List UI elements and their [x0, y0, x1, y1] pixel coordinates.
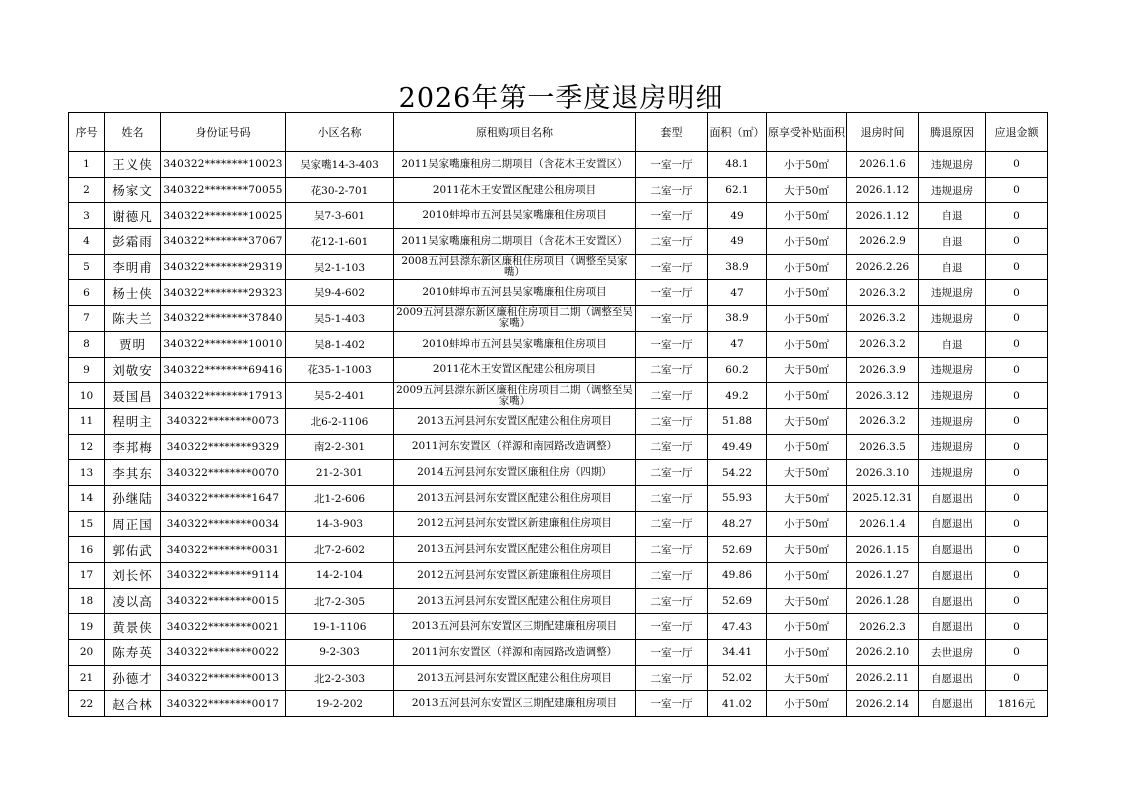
cell-project: 2011吴家嘴廉租房二期项目（含花木王安置区） — [394, 229, 636, 255]
cell-subsidy-area: 小于50㎡ — [767, 434, 847, 460]
cell-index: 21 — [69, 665, 105, 691]
cell-checkout-date: 2026.1.12 — [847, 203, 919, 229]
cell-project: 2011花木王安置区配建公租房项目 — [394, 177, 636, 203]
cell-subsidy-area: 小于50㎡ — [767, 280, 847, 306]
cell-area: 38.9 — [708, 254, 767, 280]
cell-community: 吴家嘴14-3-403 — [286, 152, 394, 178]
cell-checkout-date: 2026.1.4 — [847, 511, 919, 537]
cell-refund-amount: 1816元 — [986, 691, 1048, 717]
cell-id-number: 340322********1647 — [161, 485, 286, 511]
cell-area: 49.49 — [708, 434, 767, 460]
cell-unit-type: 一室一厅 — [636, 691, 708, 717]
cell-reason: 违规退房 — [919, 408, 986, 434]
cell-unit-type: 一室一厅 — [636, 152, 708, 178]
cell-checkout-date: 2026.3.9 — [847, 357, 919, 383]
cell-refund-amount: 0 — [986, 460, 1048, 486]
cell-subsidy-area: 大于50㎡ — [767, 357, 847, 383]
table-body — [69, 152, 1048, 717]
table-row — [69, 306, 1048, 332]
cell-area: 49.86 — [708, 563, 767, 589]
cell-id-number: 340322********17913 — [161, 383, 286, 409]
cell-refund-amount: 0 — [986, 177, 1048, 203]
cell-name: 周正国 — [105, 511, 161, 537]
cell-community: 21-2-301 — [286, 460, 394, 486]
cell-refund-amount: 0 — [986, 537, 1048, 563]
refund-table — [68, 112, 1048, 717]
cell-refund-amount: 0 — [986, 254, 1048, 280]
cell-project: 2011花木王安置区配建公租房项目 — [394, 357, 636, 383]
cell-reason: 自退 — [919, 229, 986, 255]
table-row — [69, 152, 1048, 178]
cell-area: 62.1 — [708, 177, 767, 203]
cell-subsidy-area: 小于50㎡ — [767, 306, 847, 332]
cell-refund-amount: 0 — [986, 665, 1048, 691]
cell-area: 47.43 — [708, 614, 767, 640]
cell-project: 2011河东安置区（祥源和南园路改造调整） — [394, 434, 636, 460]
cell-project: 2013五河县河东安置区配建公租住房项目 — [394, 485, 636, 511]
cell-community: 花30-2-701 — [286, 177, 394, 203]
cell-index: 4 — [69, 229, 105, 255]
cell-checkout-date: 2026.1.27 — [847, 563, 919, 589]
cell-project: 2010蚌埠市五河县吴家嘴廉租住房项目 — [394, 280, 636, 306]
cell-id-number: 340322********9114 — [161, 563, 286, 589]
header-community: 小区名称 — [286, 113, 394, 152]
cell-unit-type: 一室一厅 — [636, 203, 708, 229]
cell-name: 孙继陆 — [105, 485, 161, 511]
cell-reason: 自愿退出 — [919, 665, 986, 691]
cell-reason: 违规退房 — [919, 306, 986, 332]
cell-checkout-date: 2026.3.10 — [847, 460, 919, 486]
cell-refund-amount: 0 — [986, 306, 1048, 332]
header-name: 姓名 — [105, 113, 161, 152]
cell-project: 2013五河县河东安置区三期配建廉租房项目 — [394, 691, 636, 717]
cell-id-number: 340322********29323 — [161, 280, 286, 306]
cell-area: 47 — [708, 280, 767, 306]
cell-unit-type: 一室一厅 — [636, 614, 708, 640]
cell-index: 10 — [69, 383, 105, 409]
cell-id-number: 340322********0013 — [161, 665, 286, 691]
cell-id-number: 340322********37840 — [161, 306, 286, 332]
cell-area: 47 — [708, 331, 767, 357]
cell-reason: 自愿退出 — [919, 563, 986, 589]
cell-unit-type: 二室一厅 — [636, 485, 708, 511]
cell-id-number: 340322********0031 — [161, 537, 286, 563]
cell-unit-type: 二室一厅 — [636, 537, 708, 563]
cell-project: 2013五河县河东安置区配建公租住房项目 — [394, 588, 636, 614]
cell-project: 2010蚌埠市五河县吴家嘴廉租住房项目 — [394, 331, 636, 357]
cell-name: 陈夫兰 — [105, 306, 161, 332]
cell-subsidy-area: 大于50㎡ — [767, 460, 847, 486]
cell-unit-type: 二室一厅 — [636, 563, 708, 589]
cell-name: 李明甫 — [105, 254, 161, 280]
cell-name: 刘长怀 — [105, 563, 161, 589]
cell-area: 48.27 — [708, 511, 767, 537]
cell-area: 60.2 — [708, 357, 767, 383]
cell-refund-amount: 0 — [986, 408, 1048, 434]
cell-checkout-date: 2026.1.15 — [847, 537, 919, 563]
cell-reason: 违规退房 — [919, 280, 986, 306]
cell-community: 北2-2-303 — [286, 665, 394, 691]
cell-index: 18 — [69, 588, 105, 614]
cell-community: 14-3-903 — [286, 511, 394, 537]
cell-id-number: 340322********0021 — [161, 614, 286, 640]
cell-checkout-date: 2026.3.2 — [847, 408, 919, 434]
cell-reason: 自退 — [919, 203, 986, 229]
cell-subsidy-area: 小于50㎡ — [767, 691, 847, 717]
cell-id-number: 340322********29319 — [161, 254, 286, 280]
cell-id-number: 340322********0017 — [161, 691, 286, 717]
cell-area: 34.41 — [708, 640, 767, 666]
cell-community: 花12-1-601 — [286, 229, 394, 255]
cell-unit-type: 二室一厅 — [636, 357, 708, 383]
cell-reason: 自愿退出 — [919, 485, 986, 511]
cell-subsidy-area: 小于50㎡ — [767, 331, 847, 357]
cell-index: 1 — [69, 152, 105, 178]
cell-refund-amount: 0 — [986, 511, 1048, 537]
cell-reason: 违规退房 — [919, 177, 986, 203]
cell-name: 刘敬安 — [105, 357, 161, 383]
cell-unit-type: 一室一厅 — [636, 280, 708, 306]
table-row — [69, 331, 1048, 357]
cell-index: 3 — [69, 203, 105, 229]
cell-area: 51.88 — [708, 408, 767, 434]
cell-project: 2008五河县漴东新区廉租住房项目（调整至吴家嘴） — [394, 254, 636, 280]
cell-refund-amount: 0 — [986, 203, 1048, 229]
cell-unit-type: 二室一厅 — [636, 434, 708, 460]
cell-project: 2009五河县漴东新区廉租住房项目二期（调整至吴家嘴） — [394, 306, 636, 332]
header-unit-type: 套型 — [636, 113, 708, 152]
cell-checkout-date: 2026.3.5 — [847, 434, 919, 460]
cell-project: 2013五河县河东安置区三期配建廉租房项目 — [394, 614, 636, 640]
cell-community: 吴9-4-602 — [286, 280, 394, 306]
cell-unit-type: 二室一厅 — [636, 588, 708, 614]
cell-community: 吴7-3-601 — [286, 203, 394, 229]
cell-checkout-date: 2026.2.9 — [847, 229, 919, 255]
cell-id-number: 340322********0070 — [161, 460, 286, 486]
cell-community: 北7-2-602 — [286, 537, 394, 563]
cell-refund-amount: 0 — [986, 640, 1048, 666]
cell-community: 吴5-2-401 — [286, 383, 394, 409]
cell-name: 李其东 — [105, 460, 161, 486]
cell-name: 黄景侠 — [105, 614, 161, 640]
cell-refund-amount: 0 — [986, 152, 1048, 178]
cell-index: 8 — [69, 331, 105, 357]
cell-checkout-date: 2026.2.10 — [847, 640, 919, 666]
cell-area: 38.9 — [708, 306, 767, 332]
cell-subsidy-area: 小于50㎡ — [767, 203, 847, 229]
cell-id-number: 340322********0015 — [161, 588, 286, 614]
cell-community: 南2-2-301 — [286, 434, 394, 460]
cell-subsidy-area: 大于50㎡ — [767, 537, 847, 563]
cell-refund-amount: 0 — [986, 383, 1048, 409]
cell-subsidy-area: 大于50㎡ — [767, 408, 847, 434]
cell-index: 12 — [69, 434, 105, 460]
cell-checkout-date: 2025.12.31 — [847, 485, 919, 511]
cell-reason: 违规退房 — [919, 434, 986, 460]
cell-subsidy-area: 小于50㎡ — [767, 254, 847, 280]
cell-name: 程明主 — [105, 408, 161, 434]
cell-id-number: 340322********10010 — [161, 331, 286, 357]
table-row — [69, 640, 1048, 666]
cell-name: 杨士侠 — [105, 280, 161, 306]
cell-subsidy-area: 小于50㎡ — [767, 152, 847, 178]
cell-project: 2012五河县河东安置区新建廉租住房项目 — [394, 511, 636, 537]
cell-checkout-date: 2026.2.11 — [847, 665, 919, 691]
table-row — [69, 383, 1048, 409]
cell-id-number: 340322********9329 — [161, 434, 286, 460]
cell-refund-amount: 0 — [986, 563, 1048, 589]
table-row — [69, 357, 1048, 383]
cell-project: 2012五河县河东安置区新建廉租住房项目 — [394, 563, 636, 589]
cell-area: 52.69 — [708, 537, 767, 563]
cell-area: 49 — [708, 203, 767, 229]
cell-unit-type: 二室一厅 — [636, 460, 708, 486]
cell-name: 陈寿英 — [105, 640, 161, 666]
cell-refund-amount: 0 — [986, 280, 1048, 306]
cell-subsidy-area: 大于50㎡ — [767, 485, 847, 511]
cell-reason: 去世退房 — [919, 640, 986, 666]
cell-refund-amount: 0 — [986, 229, 1048, 255]
cell-name: 聂国昌 — [105, 383, 161, 409]
cell-reason: 自愿退出 — [919, 537, 986, 563]
cell-index: 14 — [69, 485, 105, 511]
cell-area: 48.1 — [708, 152, 767, 178]
cell-project: 2013五河县河东安置区配建公租住房项目 — [394, 665, 636, 691]
cell-name: 杨家文 — [105, 177, 161, 203]
cell-checkout-date: 2026.3.2 — [847, 306, 919, 332]
cell-id-number: 340322********37067 — [161, 229, 286, 255]
cell-unit-type: 二室一厅 — [636, 229, 708, 255]
cell-reason: 自愿退出 — [919, 511, 986, 537]
cell-area: 54.22 — [708, 460, 767, 486]
cell-checkout-date: 2026.3.12 — [847, 383, 919, 409]
cell-id-number: 340322********10025 — [161, 203, 286, 229]
header-project: 原租购项目名称 — [394, 113, 636, 152]
cell-subsidy-area: 大于50㎡ — [767, 177, 847, 203]
header-row — [69, 113, 1048, 152]
cell-name: 谢德凡 — [105, 203, 161, 229]
header-reason: 腾退原因 — [919, 113, 986, 152]
table-row — [69, 408, 1048, 434]
cell-refund-amount: 0 — [986, 588, 1048, 614]
table-row — [69, 460, 1048, 486]
cell-unit-type: 一室一厅 — [636, 331, 708, 357]
cell-unit-type: 二室一厅 — [636, 177, 708, 203]
header-refund-amount: 应退金额 — [986, 113, 1048, 152]
cell-index: 9 — [69, 357, 105, 383]
cell-unit-type: 一室一厅 — [636, 254, 708, 280]
cell-community: 吴2-1-103 — [286, 254, 394, 280]
cell-checkout-date: 2026.3.2 — [847, 331, 919, 357]
cell-index: 17 — [69, 563, 105, 589]
cell-subsidy-area: 小于50㎡ — [767, 511, 847, 537]
table-row — [69, 588, 1048, 614]
header-id-number: 身份证号码 — [161, 113, 286, 152]
cell-community: 北6-2-1106 — [286, 408, 394, 434]
cell-community: 19-2-202 — [286, 691, 394, 717]
cell-index: 22 — [69, 691, 105, 717]
cell-area: 52.02 — [708, 665, 767, 691]
cell-subsidy-area: 小于50㎡ — [767, 614, 847, 640]
cell-index: 15 — [69, 511, 105, 537]
cell-subsidy-area: 小于50㎡ — [767, 229, 847, 255]
cell-id-number: 340322********10023 — [161, 152, 286, 178]
cell-index: 20 — [69, 640, 105, 666]
cell-subsidy-area: 小于50㎡ — [767, 563, 847, 589]
cell-reason: 自退 — [919, 331, 986, 357]
cell-id-number: 340322********0022 — [161, 640, 286, 666]
cell-index: 16 — [69, 537, 105, 563]
cell-subsidy-area: 小于50㎡ — [767, 640, 847, 666]
cell-id-number: 340322********0073 — [161, 408, 286, 434]
cell-area: 52.69 — [708, 588, 767, 614]
cell-reason: 违规退房 — [919, 383, 986, 409]
cell-index: 19 — [69, 614, 105, 640]
cell-reason: 自愿退出 — [919, 588, 986, 614]
table-row — [69, 665, 1048, 691]
cell-project: 2010蚌埠市五河县吴家嘴廉租住房项目 — [394, 203, 636, 229]
cell-community: 9-2-303 — [286, 640, 394, 666]
cell-name: 李邦梅 — [105, 434, 161, 460]
cell-index: 6 — [69, 280, 105, 306]
cell-community: 14-2-104 — [286, 563, 394, 589]
cell-community: 北7-2-305 — [286, 588, 394, 614]
cell-name: 彭霜雨 — [105, 229, 161, 255]
header-checkout-date: 退房时间 — [847, 113, 919, 152]
table-row — [69, 485, 1048, 511]
cell-index: 7 — [69, 306, 105, 332]
cell-refund-amount: 0 — [986, 331, 1048, 357]
cell-name: 郭佑武 — [105, 537, 161, 563]
cell-checkout-date: 2026.1.28 — [847, 588, 919, 614]
cell-reason: 自愿退出 — [919, 691, 986, 717]
cell-checkout-date: 2026.2.14 — [847, 691, 919, 717]
cell-id-number: 340322********0034 — [161, 511, 286, 537]
cell-community: 吴8-1-402 — [286, 331, 394, 357]
cell-project: 2011河东安置区（祥源和南园路改造调整） — [394, 640, 636, 666]
cell-subsidy-area: 小于50㎡ — [767, 383, 847, 409]
cell-checkout-date: 2026.1.12 — [847, 177, 919, 203]
cell-community: 花35-1-1003 — [286, 357, 394, 383]
cell-index: 13 — [69, 460, 105, 486]
table-row — [69, 254, 1048, 280]
cell-id-number: 340322********70055 — [161, 177, 286, 203]
cell-name: 贾明 — [105, 331, 161, 357]
cell-unit-type: 二室一厅 — [636, 408, 708, 434]
cell-project: 2013五河县河东安置区配建公租住房项目 — [394, 408, 636, 434]
cell-reason: 违规退房 — [919, 357, 986, 383]
cell-unit-type: 一室一厅 — [636, 640, 708, 666]
cell-index: 5 — [69, 254, 105, 280]
cell-reason: 违规退房 — [919, 152, 986, 178]
cell-checkout-date: 2026.3.2 — [847, 280, 919, 306]
cell-unit-type: 二室一厅 — [636, 383, 708, 409]
cell-project: 2009五河县漴东新区廉租住房项目二期（调整至吴家嘴） — [394, 383, 636, 409]
cell-checkout-date: 2026.2.26 — [847, 254, 919, 280]
cell-name: 赵合林 — [105, 691, 161, 717]
cell-unit-type: 二室一厅 — [636, 511, 708, 537]
table-row — [69, 537, 1048, 563]
cell-unit-type: 一室一厅 — [636, 306, 708, 332]
cell-subsidy-area: 大于50㎡ — [767, 665, 847, 691]
cell-area: 49.2 — [708, 383, 767, 409]
table-row — [69, 229, 1048, 255]
table-row — [69, 280, 1048, 306]
cell-id-number: 340322********69416 — [161, 357, 286, 383]
table-row — [69, 614, 1048, 640]
cell-project: 2011吴家嘴廉租房二期项目（含花木王安置区） — [394, 152, 636, 178]
cell-refund-amount: 0 — [986, 614, 1048, 640]
cell-community: 吴5-1-403 — [286, 306, 394, 332]
cell-unit-type: 二室一厅 — [636, 665, 708, 691]
cell-reason: 自愿退出 — [919, 614, 986, 640]
table-row — [69, 511, 1048, 537]
header-subsidy-area: 原享受补贴面积 — [767, 113, 847, 152]
cell-name: 王义侠 — [105, 152, 161, 178]
cell-project: 2014五河县河东安置区廉租住房（四期） — [394, 460, 636, 486]
cell-name: 孙德才 — [105, 665, 161, 691]
cell-area: 49 — [708, 229, 767, 255]
page-title: 2026年第一季度退房明细 — [398, 83, 724, 114]
header-area: 面积（㎡） — [708, 113, 767, 152]
cell-refund-amount: 0 — [986, 485, 1048, 511]
cell-checkout-date: 2026.2.3 — [847, 614, 919, 640]
cell-area: 55.93 — [708, 485, 767, 511]
cell-subsidy-area: 大于50㎡ — [767, 588, 847, 614]
table-row — [69, 691, 1048, 717]
cell-community: 19-1-1106 — [286, 614, 394, 640]
cell-community: 北1-2-606 — [286, 485, 394, 511]
cell-reason: 自退 — [919, 254, 986, 280]
cell-index: 11 — [69, 408, 105, 434]
table-row — [69, 563, 1048, 589]
table-row — [69, 203, 1048, 229]
cell-area: 41.02 — [708, 691, 767, 717]
cell-checkout-date: 2026.1.6 — [847, 152, 919, 178]
table-row — [69, 177, 1048, 203]
cell-name: 凌以高 — [105, 588, 161, 614]
cell-project: 2013五河县河东安置区配建公租住房项目 — [394, 537, 636, 563]
cell-refund-amount: 0 — [986, 434, 1048, 460]
header-index: 序号 — [69, 113, 105, 152]
cell-reason: 违规退房 — [919, 460, 986, 486]
cell-index: 2 — [69, 177, 105, 203]
table-row — [69, 434, 1048, 460]
cell-refund-amount: 0 — [986, 357, 1048, 383]
